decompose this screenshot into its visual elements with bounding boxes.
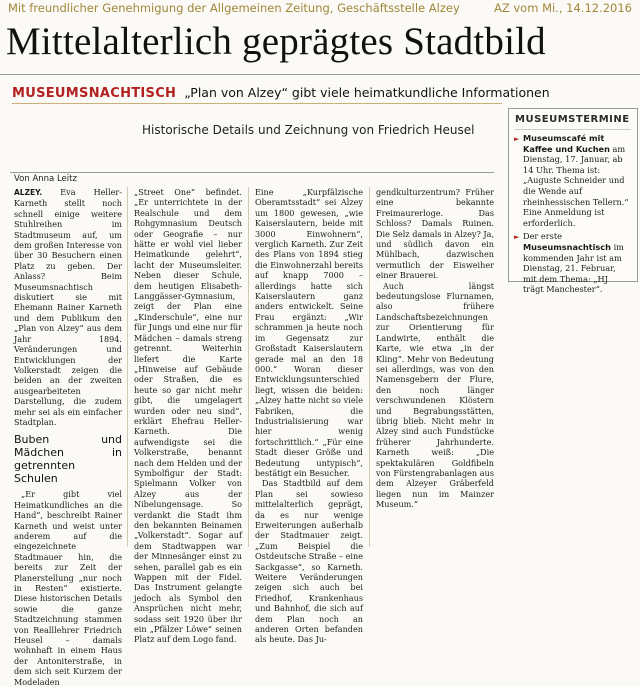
paragraph: Eine „Kurpfälzische Oberamtsstadt“ sei Alzey um 1800 gewesen, „wie Kaiserslautern, beide mit 3000 Einwohnern“, verglich Karneth. Zur Zeit des Plans von 1894 stieg die Einwohnerzahl bereits auf knapp 7000 – allerdings hatte sich Kaiserslautern ganz anders entwickelt. Seine Frau ergänzt: „Wir schrammen ja heute noch im Gegensatz zur Großstadt Kaiserslautern gerade mal an den 18 000.“ Woran dieser Entwicklungsunterschied liegt, wissen die beiden: „Alzey hatte nicht so viele Fabriken, die Industrialisierung war hier wenig fortschrittlich.“ „Für eine Stadt dieser Größe und Bedeutung untypisch“, bestätigt ein Besucher. [255,187,363,478]
article-headline: Mittelalterlich geprägtes Stadtbild [6,20,546,63]
triangle-bullet-icon: ► [514,233,520,242]
source-date: AZ vom Mi., 14.12.2016 [493,1,632,15]
divider [0,74,640,75]
paragraph: „Street One“ befindet. „Er unterrichtete in der Realschule und dem Rohgymnasium Deutsch oder Geografie – nur hätte er wohl viel lieber Heimatkunde gelehrt“, lacht der Museumsleiter. Neben dieser Schule, dem heutigen Elisabeth-Langgässer-Gymnasium, zeigt der Plan eine „Kinderschule“, eine nur für Jungs und eine nur für Mädchen – damals streng getrennt. Weiterhin liefert die Karte „Hinweise auf Gebäude oder Straßen, die es heute so gar nicht mehr gibt, die umgelagert wurden oder neu sind“, erklärt Ehefrau Heller-Karneth. Die aufwendigste sei die Volkerstraße, benannt nach dem Helden und der Symbolfigur der Stadt: Spielmann Volker von Alzey aus der Nibelungensage. So verdankt die Stadt ihm den bekannten Beinamen „Volkerstadt“. Sogar auf dem Stadtwappen war der Minnesänger einst zu sehen, parallel gab es ein Wappen mit der Fidel. Das Instrument gelangte jedoch als Symbol den Ansprüchen nicht mehr, sodass seit 1920 über ihr ein „Pfälzer Löwe“ seinen Platz auf dem Logo fand. [134,187,242,645]
paragraph [14,187,122,427]
column-divider [127,187,128,547]
column-divider [369,187,370,547]
text-column-3 [255,187,364,645]
paragraph: Auch längst bedeutungslose Flurnamen, also frühere Landschaftsbezeichnungen zur Orientierung für Landwirte, enthält die Karte, wie etwa „in der Kling“. Mehr von Bedeutung sei allerdings, was von den Namensgebern der Flure, den noch länger verschwundenen Klöstern und Begrabungsstätten, übrig blieb. Nicht mehr in Alzey sind auch Fundstücke früherer Jahrhunderte. Karneth weiß: „Die spektakulären Goldfibeln von Fürstengrabanlagen aus dem Alzeyer Gräberfeld liegen nun im Mainzer Museum.“ [376,280,494,510]
subheading: Buben und Mädchen in getrennten Schulen [14,433,122,486]
author-line: Von Anna Leitz [14,174,77,184]
kicker-text: „Plan von Alzey“ gibt viele heimatkundliche Informationen [184,85,550,100]
paragraph: „Er gibt viel Heimatkundliches an die Hand“, beschreibt Rainer Karneth und weist unter anderem auf die eingezeichnete Stadtmauer hin, die bereits zur Zeit der Planerstellung „nur noch in Resten“ existierte. Diese historischen Details sowie die ganze Stadtzeichnung stammen von Realllehrer Friedrich Heusel – damals wohnhaft in einem Haus der Antoniterstraße, in dem sich seit Kurzem der Modeladen [14,489,122,687]
column-divider [248,187,249,547]
paragraph: gendkulturzentrum? Früher eine bekannte Freimaurerloge. Das Schloss? Damals Ruinen. Die Selz damals in Alzey? Ja, und südlich davon ein Mühlbach, dazwischen vermutlich der Eisweiher einer Brauerei. [376,187,495,281]
text-column-1 [14,187,122,687]
entry-text: im kommenden Jahr ist am Dienstag, 21. Februar, mit dem Thema: „HJ trägt Manchester“. [523,241,624,295]
museum-dates-box [508,108,638,295]
infobox-title: MUSEUMSTERMINE [515,114,630,125]
kicker [12,82,550,104]
paragraph-text: Eva Heller-Karneth stellt noch schnell einige weitere Stuhlreihen im Stadtmuseum auf, um dem großen Interesse von über 30 Besuchern einen Platz zu geben. Der Anlass? Beim Museumsnachtisch diskutiert sie mit Ehemann Rainer Karneth und dem Publikum den „Plan von Alzey“ aus dem Jahr 1894. Veränderungen und Entwicklungen der Volkerstadt zeigen die beiden an der zweiten ausgearbeiteten Darstellung, die zudem mehr sei als ein einfacher Stadtplan. [14,187,122,427]
article-subhead: Historische Details und Zeichnung von Friedrich Heusel [142,123,475,137]
divider [515,129,631,130]
infobox-entry-nachtisch [514,231,631,295]
text-column-4 [376,187,494,553]
permission-credit: Mit freundlicher Genehmigung der Allgemeinen Zeitung, Geschäftsstelle Alzey [8,1,460,15]
kicker-label: MUSEUMSNACHTISCH [12,86,177,101]
infobox-entry-cafe [514,133,631,228]
entry-text: am Dienstag, 17. Januar, ab 14 Uhr. Thema ist: „Auguste Schneider und die Wende auf rheinhessischen Tellern.“ Eine Anmeldung ist erforderlich. [523,143,629,228]
divider [10,172,494,173]
dateline: ALZEY. [14,188,43,197]
triangle-bullet-icon: ► [514,135,520,143]
entry-title: Museumsnachtisch [523,241,611,252]
divider [12,103,502,104]
entry-title: Museumscafé mit Kaffee und Kuchen [523,133,610,154]
entry-prefix: Der erste [523,231,563,242]
text-column-2 [134,187,242,645]
paragraph: Das Stadtbild auf dem Plan sei sowieso mittelalterlich geprägt, da es nur wenige Erweiterungen außerhalb der Stadtmauer zeigt. „Zum Beispiel die Ostdeutsche Straße – eine Sackgasse“, so Karneth. Weitere Veränderungen zeigen sich auch bei Friedhof, Krankenhaus und Bahnhof, die sich auf dem Plan noch an anderen Orten befanden als heute. Das Ju- [255,478,364,645]
